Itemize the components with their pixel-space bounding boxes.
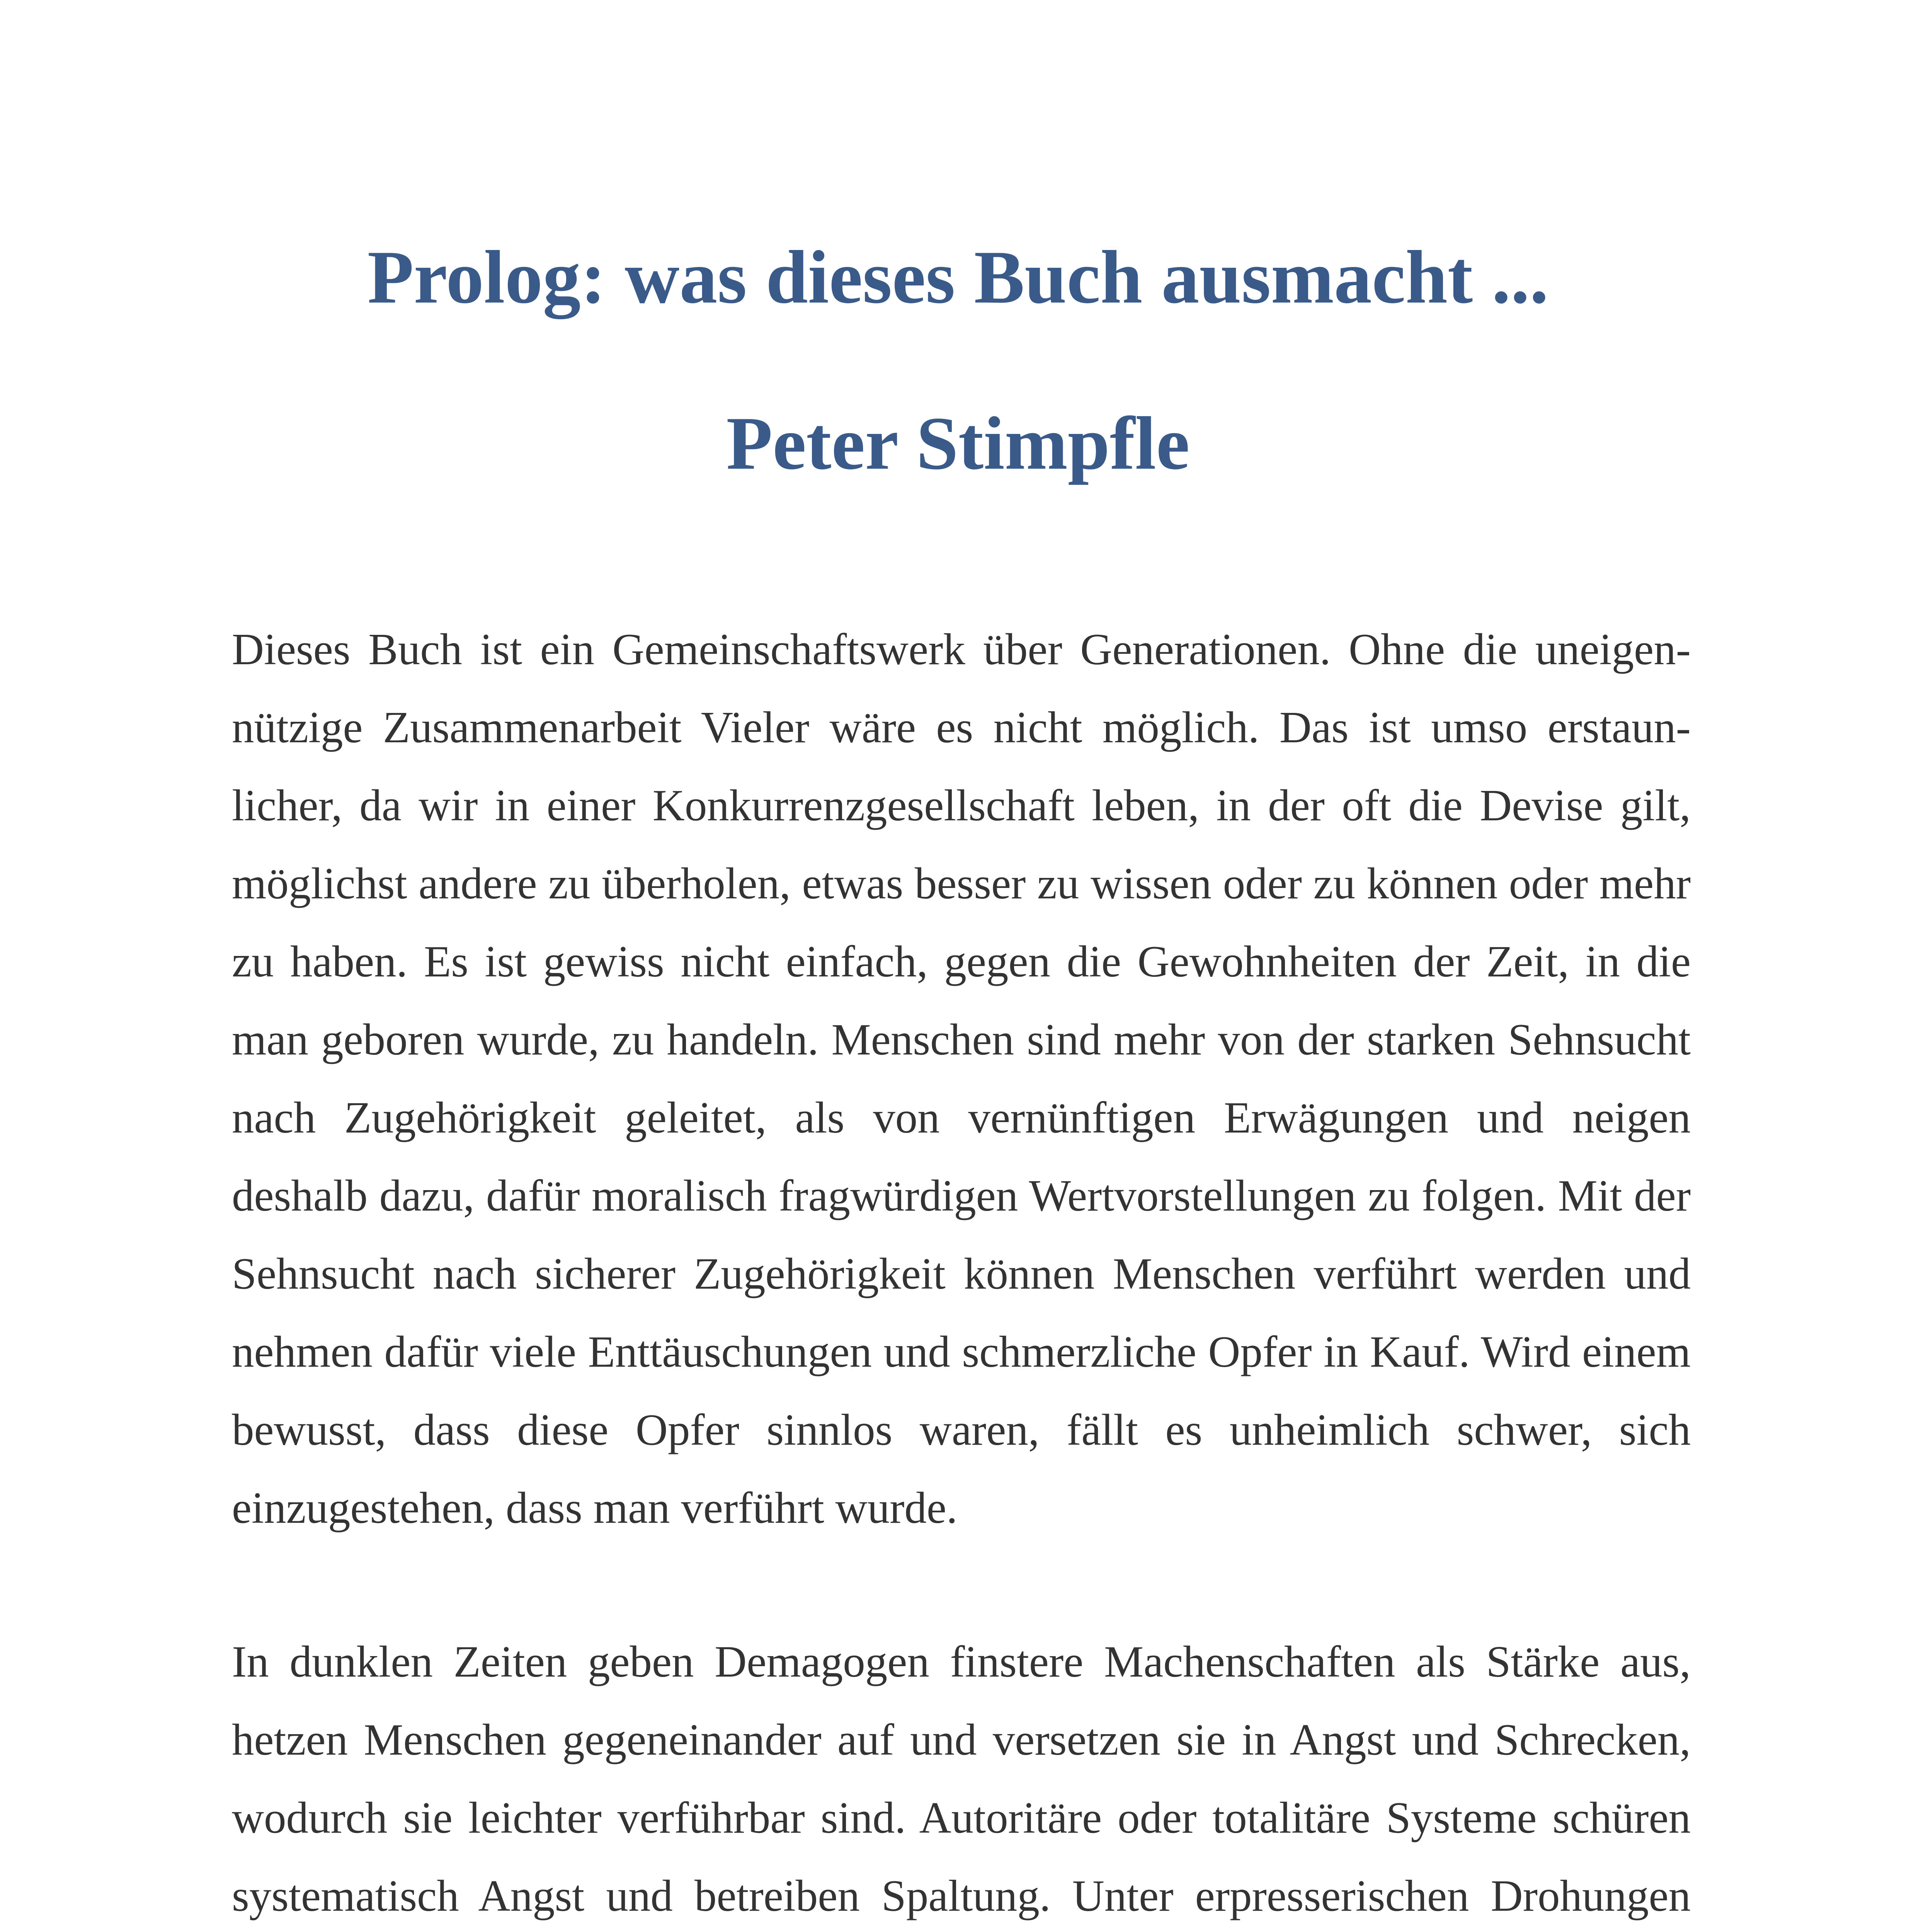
- author-name: Peter Stimpfle: [726, 401, 1190, 485]
- paragraph-2: In dunklen Zeiten geben Demagogen finstere Machenschaften als Stärke aus, hetzen Menschen gegeneinander auf und versetzen sie in Angst und Schrecken, wodurch sie leichter verführbar sind. Autoritäre oder totalitäre Systeme schüren systematisch Angst und betreiben Spaltung. Unter erpresserischen Drohungen: [232, 1637, 1691, 1920]
- page-title: Prolog: was dieses Buch ausmacht ...: [367, 235, 1549, 319]
- paragraph-1: Dieses Buch ist ein Gemeinschaftswerk über Generationen. Ohne die uneigennützige Zusammenarbeit Vieler wäre es nicht möglich. Das ist umso erstaunlicher, da wir in einer Konkurrenzgesellschaft leben, in der oft die Devise gilt, möglichst andere zu überholen, etwas besser zu wissen oder zu können oder mehr zu haben. Es ist gewiss nicht einfach, gegen die Gewohnheiten der Zeit, in die man geboren wurde, zu handeln. Menschen sind mehr von der starken Sehnsucht nach Zugehörigkeit geleitet, als von vernünftigen Erwägungen und neigen deshalb dazu, dafür moralisch fragwürdigen Wertvorstellungen zu folgen. Mit der Sehnsucht nach sicherer Zugehörigkeit können Menschen verführt werden und nehmen dafür viele Enttäuschungen und schmerzliche Opfer in Kauf. Wird einem bewusst, dass diese Opfer sinnlos waren, fällt es unheimlich schwer, sich einzugestehen, dass man verführt wurde.: [232, 625, 1691, 1532]
